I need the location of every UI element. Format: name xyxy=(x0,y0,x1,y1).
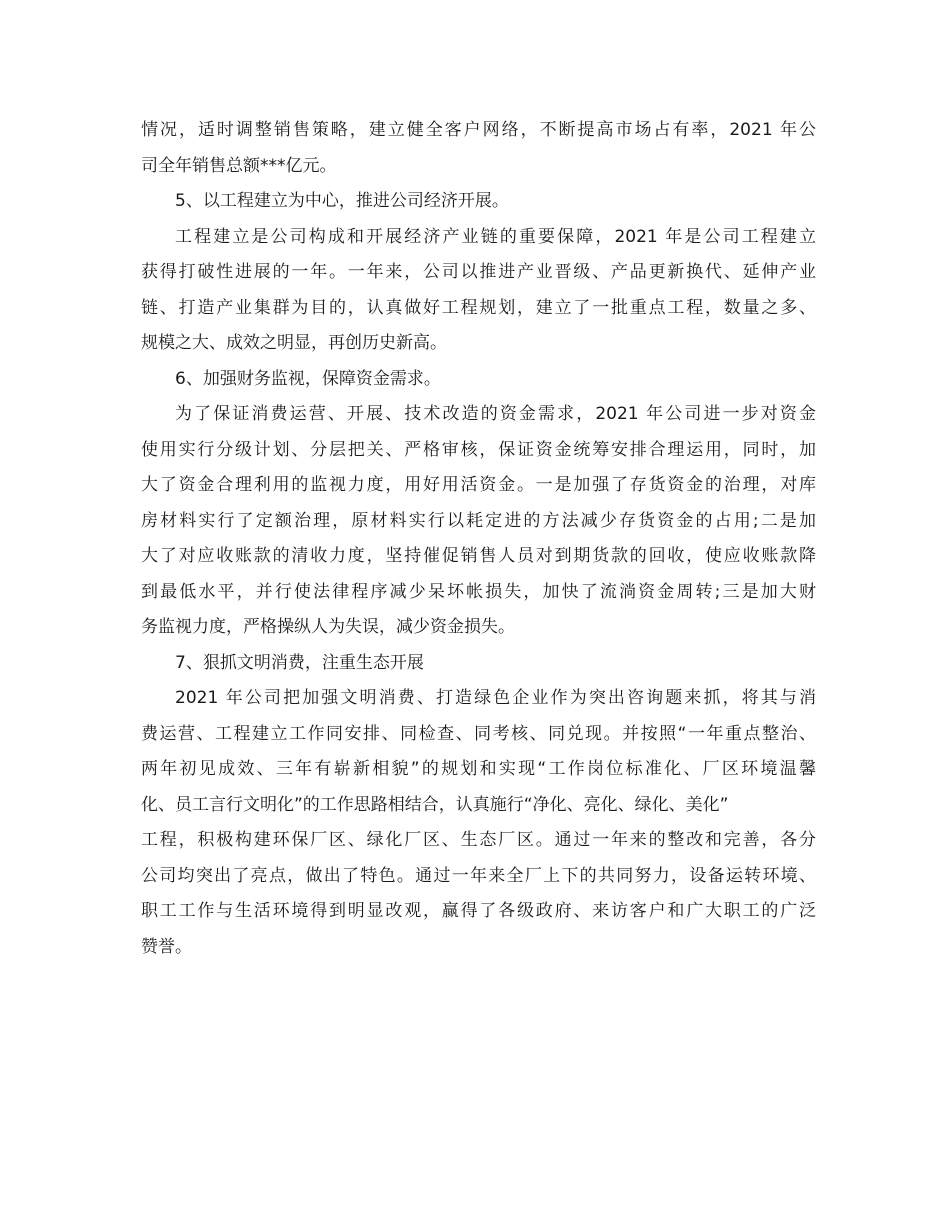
text-line: 工程建立是公司构成和开展经济产业链的重要保障，2021 年是公司工程建立 xyxy=(175,226,816,247)
text-line: 两年初见成效、三年有崭新相貌”的规划和实现“工作岗位标准化、厂区环境温馨 xyxy=(141,759,816,779)
text-line: 链、打造产业集群为目的，认真做好工程规划，建立了一批重点工程，数量之多、 xyxy=(141,297,816,318)
text-line: 2021 年公司把加强文明消费、打造绿色企业作为突出咨询题来抓，将其与消 xyxy=(175,688,816,708)
paragraph-project-construction xyxy=(141,220,816,362)
text-line: 使用实行分级计划、分层把关、严格审核，保证资金统筹安排合理运用，同时，加 xyxy=(141,439,816,460)
text-line: 为了保证消费运营、开展、技术改造的资金需求，2021 年公司进一步对资金 xyxy=(175,404,816,424)
section-heading-7: 7、狠抓文明消费，注重生态开展 xyxy=(175,652,424,673)
text-line: 职工工作与生活环境得到明显改观，赢得了各级政府、来访客户和广大职工的广泛 xyxy=(141,901,816,921)
section-heading-5: 5、以工程建立为中心，推进公司经济开展。 xyxy=(175,191,509,211)
text-line: 大了资金合理利用的监视力度，用好用活资金。一是加强了存货资金的治理，对库 xyxy=(141,475,816,495)
text-line: 费运营、工程建立工作同安排、同检查、同考核、同兑现。并按照“一年重点整治、 xyxy=(141,723,816,744)
text-line: 化、员工言行文明化”的工作思路相结合，认真施行“净化、亮化、绿化、美化” xyxy=(141,794,729,815)
paragraph-civilized-production xyxy=(141,681,816,965)
paragraph-finance-supervision xyxy=(141,397,816,646)
text-line: 房材料实行了定额治理，原材料实行以耗定进的方法减少存货资金的占用;二是加 xyxy=(141,510,816,531)
text-line: 大了对应收账款的清收力度，坚持催促销售人员对到期货款的回收，使应收账款降 xyxy=(141,546,816,566)
section-heading-6: 6、加强财务监视，保障资金需求。 xyxy=(175,368,441,389)
text-line: 司全年销售总额***亿元。 xyxy=(141,155,337,176)
paragraph-sales-continued xyxy=(141,113,816,184)
text-line: 工程，积极构建环保厂区、绿化厂区、生态厂区。通过一年来的整改和完善，各分 xyxy=(141,830,816,850)
text-line: 情况，适时调整销售策略，建立健全客户网络，不断提高市场占有率，2021 年公 xyxy=(141,120,816,140)
text-line: 务监视力度，严格操纵人为失误，减少资金损失。 xyxy=(141,617,515,637)
text-line: 获得打破性进展的一年。一年来，公司以推进产业晋级、产品更新换代、延伸产业 xyxy=(141,262,816,282)
text-line: 公司均突出了亮点，做出了特色。通过一年来全厂上下的共同努力，设备运转环境、 xyxy=(141,865,816,886)
text-line: 规模之大、成效之明显，再创历史新高。 xyxy=(141,333,447,353)
document-body xyxy=(141,113,816,965)
text-line: 到最低水平，并行使法律程序减少呆坏帐损失，加快了流淌资金周转;三是加大财 xyxy=(141,581,816,602)
text-line: 赞誉。 xyxy=(141,936,192,957)
